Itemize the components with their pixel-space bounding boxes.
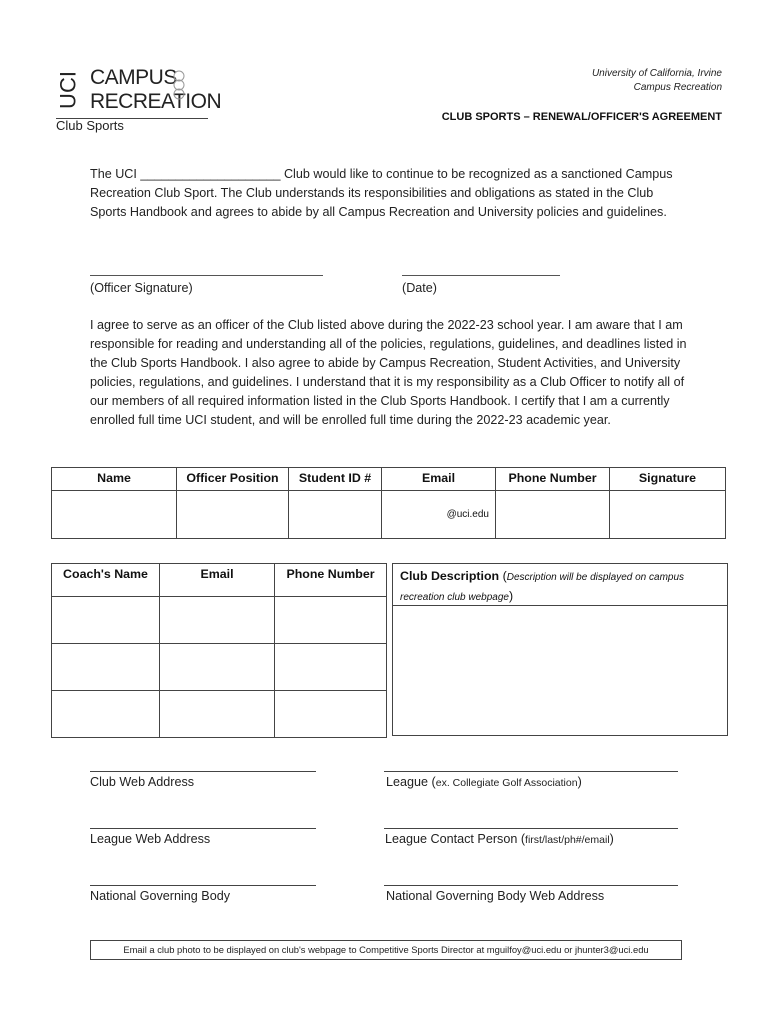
coach-phone-cell[interactable] <box>275 691 387 738</box>
agreement-paragraph: I agree to serve as an officer of the Club listed above during the 2022-23 school year. I am aware that I am responsible for reading and understanding all of the policies, regulations, guidelines, and deadlines listed in the Club Sports Handbook. I also agree to abide by Campus Recreation, Student Activities, and University policies, regulations, and guidelines. I understand that it is my responsibility as a Club Officer to notify all of our members of all required information listed in the Club Sports Handbook. I certify that I am a currently enrolled full time UCI student, and will be enrolled full time during the 2022-23 academic year. <box>90 318 687 427</box>
club-description-field[interactable] <box>393 606 727 740</box>
logo-subtitle: Club Sports <box>56 118 124 133</box>
col-coach-phone: Phone Number <box>275 564 387 597</box>
club-web-label: Club Web Address <box>90 775 195 789</box>
league-contact-label-note: first/last/ph#/email <box>525 834 610 846</box>
footer-note: Email a club photo to be displayed on club's webpage to Competitive Sports Director at mguilfoy@uci.edu or jhunter3@uci.edu <box>90 940 682 960</box>
logo-line-2: RECREATION <box>90 90 222 113</box>
league-line[interactable] <box>384 771 678 772</box>
officer-signature-label: (Officer Signature) <box>90 281 193 295</box>
table-row <box>52 597 387 644</box>
club-description-header: Club Description (Description will be displayed on campus recreation club webpage) <box>393 564 727 606</box>
col-coach-email: Email <box>160 564 275 597</box>
coach-name-cell[interactable] <box>52 644 160 691</box>
coach-table-header <box>52 564 387 597</box>
col-name: Name <box>52 468 177 491</box>
coach-email-cell[interactable] <box>160 597 275 644</box>
league-contact-label: League Contact Person (first/last/ph#/email) <box>385 832 614 846</box>
club-web-line[interactable] <box>90 771 316 772</box>
league-contact-line[interactable] <box>384 828 678 829</box>
club-description-box <box>392 563 728 736</box>
date-line[interactable] <box>402 275 560 276</box>
table-row <box>52 491 726 539</box>
logo-vertical-text: UCI <box>56 71 80 109</box>
league-label-text: League <box>386 775 429 789</box>
intro-paragraph: The UCI ____________________ Club would like to continue to be recognized as a sanctioned Campus Recreation Club Sport. The Club understands its responsibilities and obligations as stated in the Club Sports Handbook and agrees to abide by all Campus Recreation and University policies and guidelines. <box>90 167 673 219</box>
club-description-note: Description will be displayed on campus recreation club webpage <box>400 572 685 603</box>
coach-name-cell[interactable] <box>52 597 160 644</box>
club-description-title: Club Description <box>400 569 500 583</box>
coach-email-cell[interactable] <box>160 691 275 738</box>
table-row <box>52 691 387 738</box>
ngb-line[interactable] <box>90 885 316 886</box>
rings-icon <box>170 68 190 108</box>
document-title: CLUB SPORTS – RENEWAL/OFFICER'S AGREEMENT <box>441 111 722 123</box>
col-student-id: Student ID # <box>289 468 382 491</box>
date-label: (Date) <box>402 281 437 295</box>
table-row <box>52 644 387 691</box>
ngb-web-line[interactable] <box>384 885 678 886</box>
coach-phone-cell[interactable] <box>275 597 387 644</box>
league-label-note: ex. Collegiate Golf Association <box>435 777 578 789</box>
email-cell[interactable]: @uci.edu <box>382 491 496 539</box>
uci-logo-mark <box>56 68 80 112</box>
col-signature: Signature <box>610 468 726 491</box>
logo-wordmark <box>90 66 221 114</box>
signature-cell[interactable] <box>610 491 726 539</box>
league-contact-label-text: League Contact Person <box>385 832 518 846</box>
phone-cell[interactable] <box>496 491 610 539</box>
league-web-label: League Web Address <box>90 832 211 846</box>
ngb-label: National Governing Body <box>90 889 231 903</box>
coach-name-cell[interactable] <box>52 691 160 738</box>
coach-email-cell[interactable] <box>160 644 275 691</box>
col-officer-position: Officer Position <box>177 468 289 491</box>
department-name: Campus Recreation <box>633 82 722 93</box>
logo-line-1: CAMPUS <box>90 66 177 89</box>
university-info <box>592 67 722 95</box>
ngb-web-label: National Governing Body Web Address <box>386 889 605 903</box>
col-email: Email <box>382 468 496 491</box>
officer-table <box>51 467 726 539</box>
league-label: League (ex. Collegiate Golf Association) <box>386 775 582 789</box>
university-name: University of California, Irvine <box>591 68 722 79</box>
name-cell[interactable] <box>52 491 177 539</box>
coach-table <box>51 563 387 738</box>
coach-phone-cell[interactable] <box>275 644 387 691</box>
officer-table-header <box>52 468 726 491</box>
officer-signature-line[interactable] <box>90 275 323 276</box>
col-coach-name: Coach's Name <box>52 564 160 597</box>
student-id-cell[interactable] <box>289 491 382 539</box>
league-web-line[interactable] <box>90 828 316 829</box>
position-cell[interactable] <box>177 491 289 539</box>
col-phone: Phone Number <box>496 468 610 491</box>
